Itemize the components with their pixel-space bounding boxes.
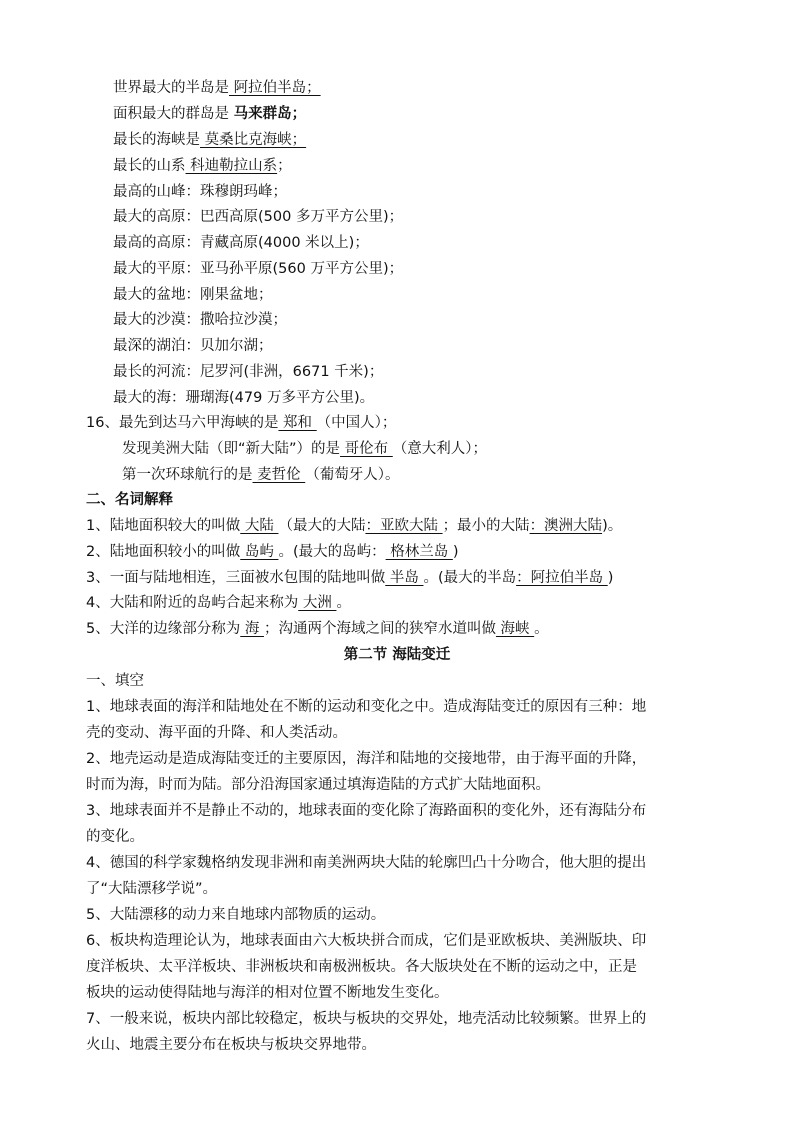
answer-zheng-he: 郑和: [278, 415, 317, 431]
fill-line: 4、德国的科学家魏格纳发现非洲和南美洲两块大陆的轮廓凹凸十分吻合，他大胆的提出: [86, 855, 647, 871]
line-longest-river: 最长的河流：尼罗河(非洲，6671 千米)；: [113, 364, 384, 380]
term-line-4: 4、大陆和附近的岛屿合起来称为 大洲 。: [86, 595, 351, 611]
fill-line: 的变化。: [86, 829, 144, 845]
fill-heading: 一、填空: [86, 673, 144, 689]
line-deepest-lake: 最深的湖泊：贝加尔湖；: [113, 338, 273, 354]
fill-line: 5、大陆漂移的动力来自地球内部物质的运动。: [86, 907, 386, 923]
answer-largest-archipelago: 马来群岛；: [233, 106, 307, 122]
fill-line: 壳的变动、海平面的升降、和人类活动。: [86, 725, 347, 741]
line-largest-basin: 最大的盆地：刚果盆地；: [113, 287, 273, 303]
fill-line: 7、一般来说，板块内部比较稳定，板块与板块的交界处，地壳活动比较频繁。世界上的: [86, 1011, 647, 1027]
fill-line: 3、地球表面并不是静止不动的，地球表面的变化除了海路面积的变化外，还有海陆分布: [86, 803, 647, 819]
answer-columbus: 哥伦布: [340, 441, 393, 457]
answer-longest-strait: 莫桑比克海峡；: [200, 132, 307, 148]
fill-line: 度洋板块、太平洋板块、非洲板块和南极洲板块。各大版块处在不断的运动之中，正是: [86, 959, 637, 975]
line-largest-plain: 最大的平原：亚马孙平原(560 万平方公里)；: [113, 261, 404, 277]
term-line-5: 5、大洋的边缘部分称为 海 ；沟通两个海域之间的狭窄水道叫做 海峡 。: [86, 621, 549, 637]
item-16-line-1: 16、最先到达马六甲海峡的是 郑和 （中国人）；: [86, 415, 397, 431]
fill-line: 1、地球表面的海洋和陆地处在不断的运动和变化之中。造成海陆变迁的原因有三种：地: [86, 699, 647, 715]
line-largest-peninsula: 世界最大的半岛是 阿拉伯半岛；: [113, 80, 321, 96]
fill-line: 火山、地震主要分布在板块与板块交界地带。: [86, 1037, 376, 1053]
term-line-2: 2、陆地面积较小的叫做 岛屿 。(最大的岛屿： 格林兰岛 ): [86, 544, 459, 560]
line-highest-plateau: 最高的高原：青藏高原(4000 米以上)；: [113, 235, 369, 251]
fill-line: 板块的运动使得陆地与海洋的相对位置不断地发生变化。: [86, 985, 449, 1001]
item-16-line-3: 第一次环球航行的是 麦哲伦 （葡萄牙人）。: [122, 467, 400, 483]
fill-line: 时而为海，时而为陆。部分沿海国家通过填海造陆的方式扩大陆地面积。: [86, 777, 550, 793]
line-longest-mountain-system: 最长的山系 科迪勒拉山系；: [113, 158, 292, 174]
line-largest-desert: 最大的沙漠：撒哈拉沙漠；: [113, 312, 287, 328]
answer-longest-mountain-system: 科迪勒拉山系: [185, 158, 278, 174]
fill-line: 2、地壳运动是造成海陆变迁的主要原因，海洋和陆地的交接地带，由于海平面的升降，: [86, 751, 647, 767]
answer-largest-peninsula: 阿拉伯半岛；: [229, 80, 321, 96]
section-title: 第二节 海陆变迁: [343, 647, 451, 663]
fill-line: 6、板块构造理论认为，地球表面由六大板块拼合而成，它们是亚欧板块、美洲版块、印: [86, 933, 647, 949]
answer-magellan: 麦哲伦: [252, 467, 306, 483]
line-largest-plateau: 最大的高原：巴西高原(500 多万平方公里)；: [113, 209, 404, 225]
line-largest-sea: 最大的海：珊瑚海(479 万多平方公里)。: [113, 390, 375, 406]
line-largest-archipelago: 面积最大的群岛是 马来群岛；: [113, 106, 307, 122]
line-longest-strait: 最长的海峡是 莫桑比克海峡；: [113, 132, 307, 148]
fill-line: 了“大陆漂移学说”。: [86, 881, 218, 897]
line-highest-peak: 最高的山峰：珠穆朗玛峰；: [113, 184, 287, 200]
item-16-line-2: 发现美洲大陆（即“新大陆”）的是 哥伦布 （意大利人）；: [122, 441, 487, 457]
section-heading-terms: 二、名词解释: [86, 492, 173, 508]
term-line-3: 3、一面与陆地相连，三面被水包围的陆地叫做 半岛 。(最大的半岛：阿拉伯半岛 ): [86, 570, 614, 586]
term-line-1: 1、陆地面积较大的叫做 大陆 （最大的大陆：亚欧大陆 ；最小的大陆：澳洲大陆)。: [86, 518, 623, 534]
